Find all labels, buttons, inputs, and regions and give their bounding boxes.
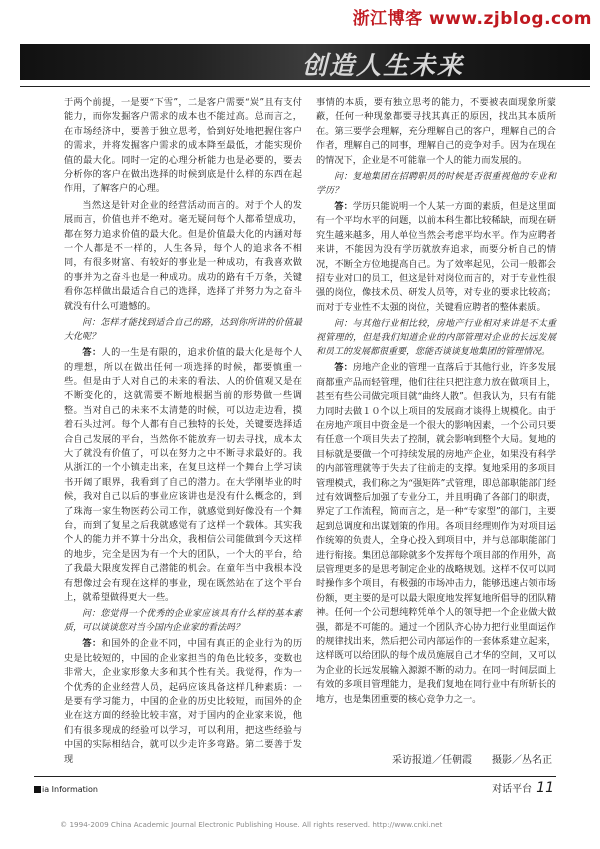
interview-question: 问：怎样才能找到适合自己的路，达到你所讲的价值最大化呢？ [64,318,302,343]
header-rule [20,86,590,87]
answer-text: 房地产企业的管理一直落后于其他行业，许多发展商都重产品而轻管理，他们往往只把注意力放在做项目上，甚至有些公司做完项目就“曲终人散”。但我认为，只有有能力同时去做１０个以上项目的发展商才谈得上规模化。由于在房地产项目中资金是一个很大的影响因素，一个公司只要有任意一个项目失去了控制，就会影响到整个大局。复地的目标就是要做一个可持续发展的房地产企业，如果没有科学的内部管理就等于失去了往前走的支撑。复地采用的多项目管理模式，我们称之为“强矩阵”式管理，即总部职能部门经过有效调整后加强了专业分工，并且明确了各部门的职责，界定了工作流程，简而言之，是一种“专家型”的部门，主要起到总调度和出谋划策的作用。各项目经理则作为对项目运作统筹的负责人，全身心投入到项目中，并与总部职能部门进行衔接。集团总部除就多个发挥每个项目部的作用外，高层管理更多的是思考制定企业的战略规划。这样不仅可以同时操作多个项目，有极强的市场冲击力，能够迅速占领市场份额，更主要的是可以最大限度地发挥复地所倡导的团队精神。任何一个公司想纯粹凭单个人的领导把一个企业做大做强，都是不可能的。通过一个团队齐心协力把行业里面运作的规律找出来，然后把公司内部运作的一套体系建立起来，这样既可以给团队的每个成员施展自己才华的空间，又可以为企业的长远发展输入源源不断的动力。在同一时间层面上有效的多项目管理能力，是我们复地在同行业中有所斩长的地方，也是集团重要的核心竞争力之一。 [316,362,557,705]
footer-rule [34,776,556,777]
interview-question: 问：您觉得一个优秀的企业家应该具有什么样的基本素质，可以谈谈您对当今国内企业家的看法吗？ [64,609,302,634]
site-watermark: 浙江博客 www.zjblog.com [352,9,592,29]
answer-label: 答： [82,638,102,650]
interview-answer [64,637,302,767]
interview-answer [64,346,302,605]
interview-answer [316,361,556,707]
footer-left [34,785,98,794]
answer-text: 和国外的企业不同，中国有真正的企业行为的历史是比较短的，中国的企业家担当的角色比较多，变数也非常大，企业家形象大多和其个性有关。我觉得，作为一个优秀的企业经营人员，起码应该具备这样几种素质：一是要有学习能力，中国的企业的历史比较短，而国外的企业在这方面的经验比较丰富，对于国内的企业家来说，他们有很多现成的经验可以学习，可以利用，把这些经验与中国的实际相结合，就可以少走许多弯路。第二要善于发现 [64,638,303,765]
footer-right [492,780,554,796]
answer-label: 答： [334,201,353,213]
interview-question: 问：与其他行业相比较，房地产行业相对来讲是不太重视管理的，但是我们知道企业的内部管理对企业的长远发展和员工的发展都很重要，您能否谈谈复地集团的管理情况。 [316,319,556,358]
answer-text: 人的一生是有限的，追求价值的最大化是每个人的理想，所以在做出任何一项选择的时候，都要慎重一些。但是由于人对自己的未来的看法、人的价值观又是在不断变化的，这就需要不断地根据当前的形势做一些调整。当对自己的未来不太清楚的时候，可以边走边看，摸着石头过河。每个人都有自己独特的长处，关键要选择适合自己发展的平台，当然你不能放弃一切去寻找，成本太大了就没有价值了，可以在努力之中不断寻求最好的。我从浙江的一个小镇走出来，在复旦这样一个舞台上学习读书开阔了眼界，我看到了自己的潜力。在大学刚毕业的时候，我对自己以后的事业应该讲也是没有什么概念的，到了珠海一家生物医药公司工作，就感觉到好像没有一个舞台，而到了复星之后我就感觉有了这样一个载体。其实我个人的能力并不算十分出众，我相信公司能做到今天这样的地步，完全是因为有一个大的团队，一个大的平台，给了我最大限度发挥自己潜能的机会。在童年当中我根本没有想像过会有现在这样的事业，现在既然站在了这个平台上，就希望做得更大一些。 [64,347,303,603]
answer-label: 答： [334,362,353,374]
interview-question: 问：复地集团在招聘职员的时候是否很重视他的专业和学历？ [316,172,556,197]
article-credits: 采访报道／任朝霞 摄影／丛名正 [392,755,552,766]
body-paragraph: 事情的本质，要有独立思考的能力，不要被表面现象所蒙蔽，任何一种现象都要寻找其真正的原因，找出其本质所在。第三要学会理解，充分理解自己的客户，理解自己的合作者，理解自己的同事，理解自己的竞争对手。因为在现在的情况下，企业是不可能靠一个人的能力而发展的。 [316,97,556,166]
copyright-notice: © 1994-2009 China Academic Journal Electronic Publishing House. All rights reserved. http://www.cnki.net [60,820,443,829]
footer-left-text: ia Information [42,785,98,794]
answer-label: 答： [82,347,102,359]
body-paragraph: 当然这是针对企业的经营活动而言的。对于个人的发展而言，价值也并不绝对。毫无疑问每个人都希望成功，都在努力追求价值的最大化。但是价值最大化的内涵对每一个人都是不一样的，人生各异，每个人的追求各不相同，有很多财富、有较好的事业是一种成功，有我喜欢做的事并为之奋斗也是一种成功。成功的路有千万条，关键看你怎样做出最适合自己的选择，选择了并努力为之奋斗就没有什么可遗憾的。 [64,199,302,312]
right-column [316,96,556,709]
page-number: 11 [536,780,554,796]
footer-mark-icon [34,786,41,793]
body-paragraph: 于两个前提，一是要“下雪”，二是客户需要“炭”且有支付能力，而你发掘客户需求的成本也不能过高。总而言之，在市场经济中，要善于独立思考，恰到好处地把握住客户的需求，并将发掘客户需求的成本降至最低，才能实现价值的最大化。同时一定的心理分析能力也是必要的，要去分析你的客户在做出选择的时候到底是什么样的东西在起作用，了解客户的心理。 [64,97,302,195]
footer-section-label: 对话平台 [492,784,533,795]
banner-title: 创造人生未来 [302,51,465,80]
header-banner [20,44,590,80]
left-column [64,96,302,769]
interview-answer [316,200,556,315]
answer-text: 学历只能说明一个人某一方面的素质，但是这里面有一个平均水平的问题，以前本科生都比较稀缺，而现在研究生越来越多，用人单位当然会考虑平均水平。作为应聘者来讲，不能因为没有学历就放弃追求，而要分析自己的情况，不断全方位地提高自己。为了效率起见，公司一般都会招专业对口的员工，但这是针对岗位而言的，对于专业性很强的岗位，像技术员、研发人员等，对专业的要求比较高；而对于专业性不太强的岗位，关键看应聘者的整体素质。 [316,201,557,313]
